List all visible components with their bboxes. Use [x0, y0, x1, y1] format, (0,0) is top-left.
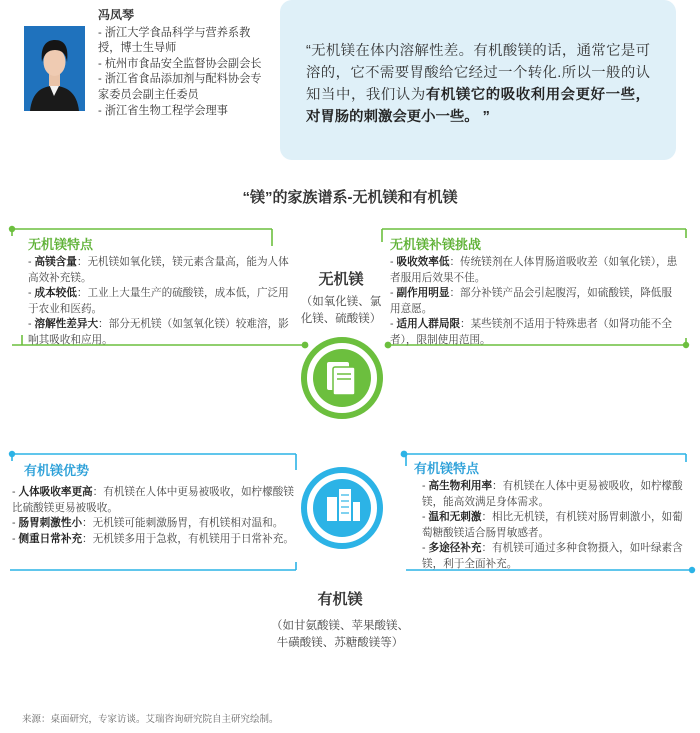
quote-text: “无机镁在体内溶解性差。有机酸镁的话，通常它是可溶的，它不需要胃酸给它经过一个转化.所以一般的认知当中，我们认为 [306, 43, 650, 103]
list-item: - 溶解性差异大：部分无机镁（如氢氧化镁）较难溶，影响其吸收和应用。 [28, 318, 289, 346]
expert-credential: - 杭州市食品安全监督协会副会长 [98, 57, 262, 70]
panel-organic-features [412, 460, 690, 573]
expert-credential: - 浙江省生物工程学会理事 [98, 104, 228, 117]
list-item: - 高镁含量：无机镁如氧化镁，镁元素含量高，能为人体高效补充镁。 [28, 256, 289, 284]
list-item: - 成本较低：工业上大量生产的硫酸镁，成本低，广泛用于农业和医药。 [28, 287, 289, 315]
list-item: - 副作用明显：部分补镁产品会引起腹泻，如硫酸镁，降低服用意愿。 [390, 287, 672, 315]
organic-examples-line1: （如甘氨酸镁、苹果酸镁、 [271, 620, 409, 632]
panel-title: 有机镁优势 [24, 463, 90, 478]
inorganic-name: 无机镁 [318, 271, 364, 288]
panel-organic-advantages [12, 462, 300, 547]
list-item: - 多途径补充：有机镁可通过多种食物摄入，如叶绿素含镁，利于全面补充。 [422, 542, 683, 570]
list-item: - 人体吸收率更高：有机镁在人体中更易被吸收，如柠檬酸镁比硫酸镁更易被吸收。 [12, 486, 294, 514]
panel-title: 无机镁特点 [28, 237, 94, 252]
source-note: 来源：桌面研究，专家访谈。艾瑞咨询研究院自主研究绘制。 [22, 714, 279, 725]
list-item: - 高生物利用率：有机镁在人体中更易被吸收，如柠檬酸镁，能高效满足身体需求。 [422, 480, 683, 508]
expert-name: 冯凤琴 [98, 8, 135, 22]
organic-name: 有机镁 [317, 591, 363, 608]
panel-title: 有机镁特点 [414, 461, 480, 476]
list-item: - 吸收效率低：传统镁剂在人体胃肠道吸收差（如氧化镁），患者服用后效果不佳。 [390, 256, 678, 284]
expert-credential: - 浙江大学食品科学与营养系教授，博士生导师 [98, 26, 251, 55]
list-item: - 温和无刺激：相比无机镁，有机镁对肠胃刺激小，如葡萄糖酸镁适合肠胃敏感者。 [422, 511, 683, 539]
list-item: - 适用人群局限：某些镁剂不适用于特殊患者（如肾功能不全者），限制使用范围。 [390, 318, 672, 346]
organic-examples-line2: 牛磺酸镁、苏糖酸镁等） [276, 637, 404, 649]
document-stack-icon [304, 340, 380, 416]
panel-title: 无机镁补镁挑战 [390, 237, 482, 252]
inorganic-label [296, 270, 386, 328]
quote-emphasis: 有机镁它的吸收利用会更好一些，对胃肠的刺激会更小一些。 ” [306, 87, 650, 125]
organic-label [240, 590, 440, 652]
panel-inorganic-challenges [390, 236, 682, 349]
panel-inorganic-features [28, 236, 290, 349]
list-item: - 侧重日常补充：无机镁多用于急救，有机镁用于日常补充。 [12, 532, 294, 545]
buildings-icon [304, 470, 380, 546]
expert-credential: - 浙江省食品添加剂与配料协会专家委员会副主任委员 [98, 73, 262, 101]
list-item: - 肠胃刺激性小：无机镁可能刺激肠胃，有机镁相对温和。 [12, 517, 284, 530]
inorganic-examples: （如氧化镁、氯化镁、硫酸镁） [300, 296, 382, 325]
diagram-title: “镁”的家族谱系-无机镁和有机镁 [242, 189, 458, 206]
